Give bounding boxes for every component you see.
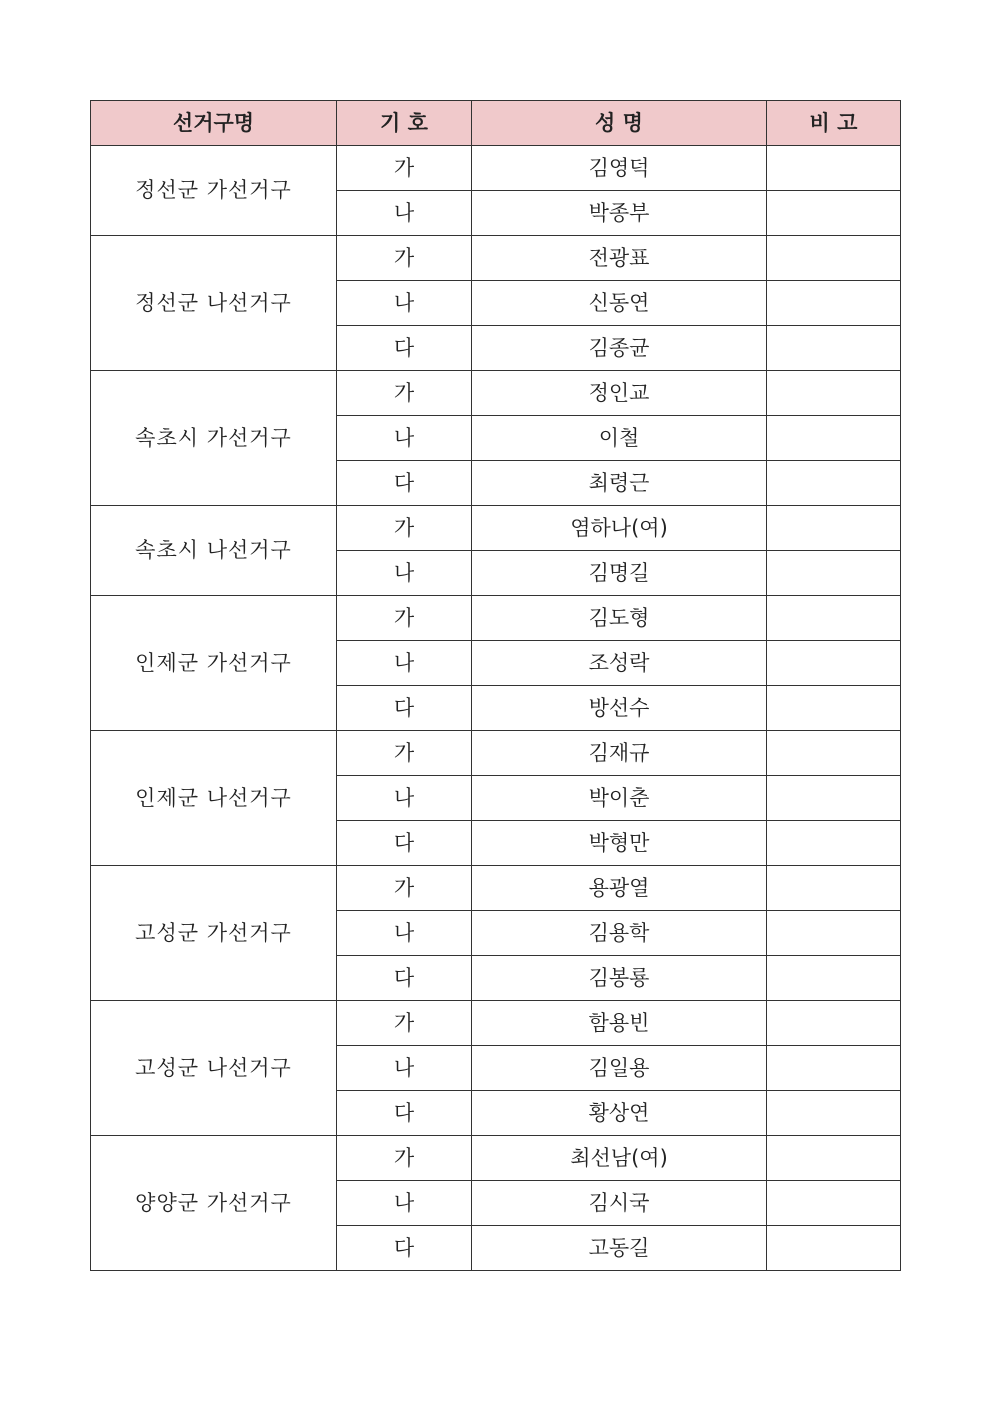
remarks-cell xyxy=(767,1226,901,1271)
remarks-cell xyxy=(767,416,901,461)
remarks-cell xyxy=(767,776,901,821)
symbol-cell: 다 xyxy=(337,326,472,371)
district-cell: 속초시 나선거구 xyxy=(91,506,337,596)
candidate-name-cell: 김종균 xyxy=(472,326,767,371)
remarks-cell xyxy=(767,956,901,1001)
symbol-cell: 가 xyxy=(337,596,472,641)
remarks-cell xyxy=(767,461,901,506)
symbol-cell: 가 xyxy=(337,236,472,281)
remarks-cell xyxy=(767,821,901,866)
candidate-name-cell: 김도형 xyxy=(472,596,767,641)
candidate-name-cell: 박이춘 xyxy=(472,776,767,821)
symbol-cell: 가 xyxy=(337,1001,472,1046)
remarks-cell xyxy=(767,1046,901,1091)
symbol-cell: 가 xyxy=(337,1136,472,1181)
remarks-cell xyxy=(767,866,901,911)
remarks-cell xyxy=(767,686,901,731)
symbol-cell: 가 xyxy=(337,866,472,911)
remarks-cell xyxy=(767,596,901,641)
symbol-cell: 다 xyxy=(337,956,472,1001)
symbol-cell: 나 xyxy=(337,776,472,821)
remarks-cell xyxy=(767,146,901,191)
candidate-name-cell: 김시국 xyxy=(472,1181,767,1226)
remarks-cell xyxy=(767,191,901,236)
candidate-name-cell: 박종부 xyxy=(472,191,767,236)
candidate-name-cell: 김일용 xyxy=(472,1046,767,1091)
header-symbol: 기 호 xyxy=(337,101,472,146)
candidate-name-cell: 최선남(여) xyxy=(472,1136,767,1181)
symbol-cell: 나 xyxy=(337,281,472,326)
remarks-cell xyxy=(767,641,901,686)
symbol-cell: 가 xyxy=(337,146,472,191)
table-body xyxy=(91,146,901,1271)
remarks-cell xyxy=(767,551,901,596)
remarks-cell xyxy=(767,731,901,776)
candidate-name-cell: 고동길 xyxy=(472,1226,767,1271)
table-row xyxy=(91,371,901,416)
symbol-cell: 나 xyxy=(337,416,472,461)
candidate-name-cell: 황상연 xyxy=(472,1091,767,1136)
remarks-cell xyxy=(767,1091,901,1136)
district-cell: 정선군 가선거구 xyxy=(91,146,337,236)
remarks-cell xyxy=(767,1001,901,1046)
symbol-cell: 나 xyxy=(337,641,472,686)
remarks-cell xyxy=(767,281,901,326)
candidate-name-cell: 김용학 xyxy=(472,911,767,956)
candidate-name-cell: 조성락 xyxy=(472,641,767,686)
candidate-name-cell: 염하나(여) xyxy=(472,506,767,551)
candidate-name-cell: 최령근 xyxy=(472,461,767,506)
candidate-name-cell: 방선수 xyxy=(472,686,767,731)
header-district: 선거구명 xyxy=(91,101,337,146)
header-name: 성 명 xyxy=(472,101,767,146)
candidate-name-cell: 신동연 xyxy=(472,281,767,326)
symbol-cell: 다 xyxy=(337,686,472,731)
district-cell: 양양군 가선거구 xyxy=(91,1136,337,1271)
candidate-name-cell: 용광열 xyxy=(472,866,767,911)
remarks-cell xyxy=(767,1136,901,1181)
symbol-cell: 나 xyxy=(337,551,472,596)
symbol-cell: 다 xyxy=(337,1091,472,1136)
remarks-cell xyxy=(767,326,901,371)
symbol-cell: 가 xyxy=(337,506,472,551)
symbol-cell: 나 xyxy=(337,191,472,236)
table-row xyxy=(91,1001,901,1046)
table-row xyxy=(91,506,901,551)
candidate-name-cell: 김명길 xyxy=(472,551,767,596)
table-row xyxy=(91,596,901,641)
symbol-cell: 다 xyxy=(337,1226,472,1271)
candidate-name-cell: 함용빈 xyxy=(472,1001,767,1046)
candidate-name-cell: 김영덕 xyxy=(472,146,767,191)
district-cell: 정선군 나선거구 xyxy=(91,236,337,371)
remarks-cell xyxy=(767,236,901,281)
candidate-name-cell: 정인교 xyxy=(472,371,767,416)
candidate-name-cell: 전광표 xyxy=(472,236,767,281)
symbol-cell: 나 xyxy=(337,1181,472,1226)
district-cell: 인제군 나선거구 xyxy=(91,731,337,866)
symbol-cell: 다 xyxy=(337,821,472,866)
district-cell: 고성군 가선거구 xyxy=(91,866,337,1001)
table-header xyxy=(91,101,901,146)
symbol-cell: 다 xyxy=(337,461,472,506)
district-cell: 고성군 나선거구 xyxy=(91,1001,337,1136)
remarks-cell xyxy=(767,371,901,416)
candidate-name-cell: 김봉룡 xyxy=(472,956,767,1001)
table-row xyxy=(91,236,901,281)
table-row xyxy=(91,866,901,911)
symbol-cell: 나 xyxy=(337,911,472,956)
table-row xyxy=(91,731,901,776)
symbol-cell: 가 xyxy=(337,371,472,416)
candidate-name-cell: 김재규 xyxy=(472,731,767,776)
symbol-cell: 나 xyxy=(337,1046,472,1091)
remarks-cell xyxy=(767,506,901,551)
table-row xyxy=(91,146,901,191)
header-row xyxy=(91,101,901,146)
district-cell: 속초시 가선거구 xyxy=(91,371,337,506)
symbol-cell: 가 xyxy=(337,731,472,776)
candidate-name-cell: 이철 xyxy=(472,416,767,461)
district-cell: 인제군 가선거구 xyxy=(91,596,337,731)
candidate-name-cell: 박형만 xyxy=(472,821,767,866)
remarks-cell xyxy=(767,911,901,956)
table-row xyxy=(91,1136,901,1181)
remarks-cell xyxy=(767,1181,901,1226)
candidate-table xyxy=(90,100,901,1271)
header-remarks: 비 고 xyxy=(767,101,901,146)
